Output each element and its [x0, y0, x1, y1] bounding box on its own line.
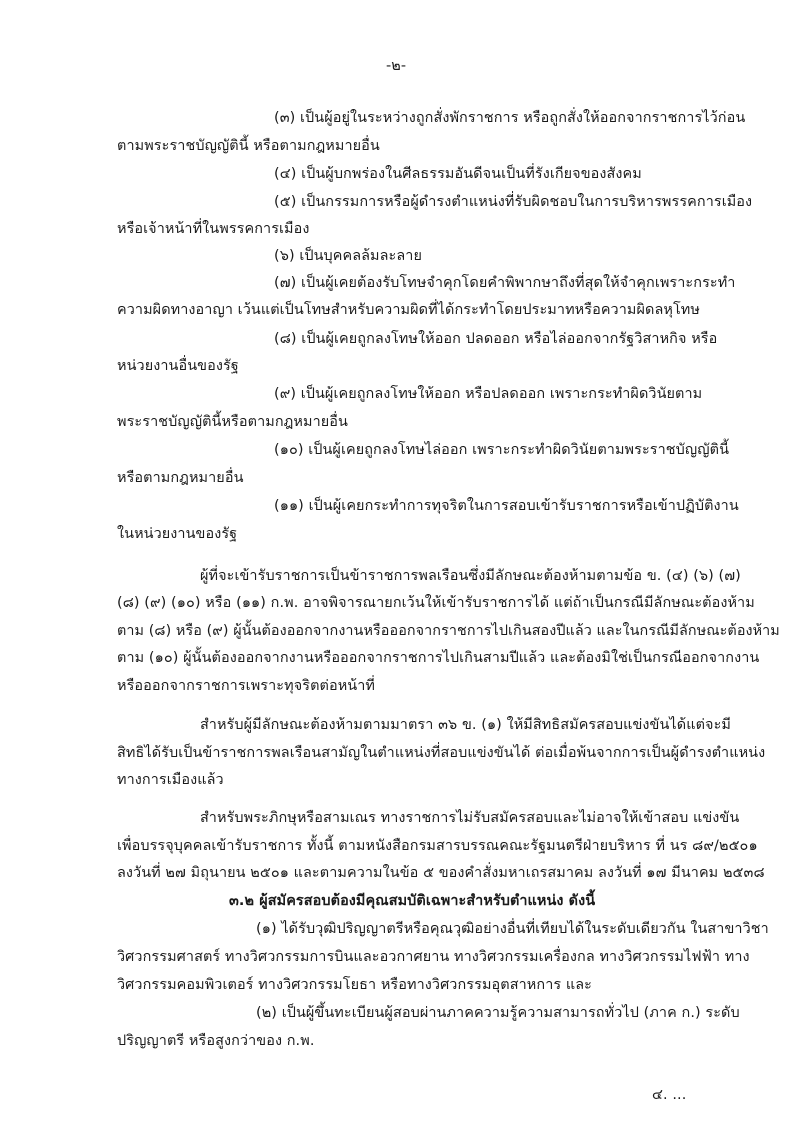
text-line: ความผิดทางอาญา เว้นแต่เป็นโทษสำหรับความผิดที่ได้กระทำโดยประมาทหรือความผิดลหุโทษ [117, 302, 700, 318]
text-line: วิศวกรรมศาสตร์ ทางวิศวกรรมการบินและอวกาศยาน ทางวิศวกรรมเครื่องกล ทางวิศวกรรมไฟฟ้า ทาง [117, 949, 750, 965]
text-line: สำหรับผู้มีลักษณะต้องห้ามตามมาตรา ๓๖ ข. (๑) ให้มีสิทธิสมัครสอบแข่งขันได้แต่จะมี [200, 717, 731, 733]
text-line: (๑๐) เป็นผู้เคยถูกลงโทษไล่ออก เพราะกระทำผิดวินัยตามพระราชบัญญัตินี้ [274, 442, 730, 458]
text-line: หรือออกจากราชการเพราะทุจริตต่อหน้าที่ [117, 678, 375, 694]
text-line: หรือตามกฎหมายอื่น [117, 470, 244, 486]
text-line: ปริญญาตรี หรือสูงกว่าของ ก.พ. [117, 1033, 315, 1049]
text-line: ทางการเมืองแล้ว [117, 772, 224, 788]
text-line: (๓) เป็นผู้อยู่ในระหว่างถูกสั่งพักราชการ หรือถูกสั่งให้ออกจากราชการไว้ก่อน [274, 110, 746, 126]
text-line: ตาม (๘) หรือ (๙) ผู้นั้นต้องออกจากงานหรือออกจากราชการไปเกินสองปีแล้ว และในกรณีมีลักษณะต้องห้าม [117, 623, 780, 639]
text-line: เพื่อบรรจุบุคคลเข้ารับราชการ ทั้งนี้ ตามหนังสือกรมสารบรรณคณะรัฐมนตรีฝ่ายบริหาร ที่ นร ๘๙/๒๕๐๑ [117, 838, 758, 854]
text-line: สำหรับพระภิกษุหรือสามเณร ทางราชการไม่รับสมัครสอบและไม่อาจให้เข้าสอบ แข่งขัน [200, 810, 740, 826]
text-line: หรือเจ้าหน้าที่ในพรรคการเมือง [117, 221, 310, 237]
text-line: วิศวกรรมคอมพิวเตอร์ ทางวิศวกรรมโยธา หรือทางวิศวกรรมอุตสาหการ และ [117, 977, 592, 993]
text-line: (๑๑) เป็นผู้เคยกระทำการทุจริตในการสอบเข้ารับราชการหรือเข้าปฏิบัติงาน [274, 498, 739, 514]
text-line: (๑) ได้รับวุฒิปริญญาตรีหรือคุณวุฒิอย่างอื่นที่เทียบได้ในระดับเดียวกัน ในสาขาวิชา [256, 921, 769, 937]
text-line: (๖) เป็นบุคคลล้มละลาย [274, 248, 423, 264]
text-line: ตามพระราชบัญญัตินี้ หรือตามกฎหมายอื่น [117, 138, 380, 154]
continuation-marker: ๔. ... [652, 1087, 687, 1103]
section-heading: ๓.๒ ผู้สมัครสอบต้องมีคุณสมบัติเฉพาะสำหรับตำแหน่ง ดังนี้ [229, 893, 596, 909]
page-number: -๒- [386, 58, 407, 74]
text-line: (๒) เป็นผู้ขึ้นทะเบียนผู้สอบผ่านภาคความรู้ความสามารถทั่วไป (ภาค ก.) ระดับ [256, 1005, 740, 1021]
text-line: (๔) เป็นผู้บกพร่องในศีลธรรมอันดีจนเป็นที่รังเกียจของสังคม [274, 166, 642, 182]
text-line: (๘) (๙) (๑๐) หรือ (๑๑) ก.พ. อาจพิจารณายกเว้นให้เข้ารับราชการได้ แต่ถ้าเป็นกรณีมีลักษณะต้องห้าม [117, 595, 755, 611]
text-line: (๕) เป็นกรรมการหรือผู้ดำรงตำแหน่งที่รับผิดชอบในการบริหารพรรคการเมือง [274, 194, 753, 210]
text-line: หน่วยงานอื่นของรัฐ [117, 358, 239, 374]
text-line: ตาม (๑๐) ผู้นั้นต้องออกจากงานหรือออกจากราชการไปเกินสามปีแล้ว และต้องมิใช่เป็นกรณีออกจากงาน [117, 650, 760, 666]
text-line: ลงวันที่ ๒๗ มิถุนายน ๒๕๐๑ และตามความในข้อ ๕ ของคำสั่งมหาเถรสมาคม ลงวันที่ ๑๗ มีนาคม ๒๕๓๘ [117, 865, 765, 881]
text-line: ผู้ที่จะเข้ารับราชการเป็นข้าราชการพลเรือนซึ่งมีลักษณะต้องห้ามตามข้อ ข. (๔) (๖) (๗) [200, 568, 741, 584]
text-line: (๗) เป็นผู้เคยต้องรับโทษจำคุกโดยคำพิพากษาถึงที่สุดให้จำคุกเพราะกระทำ [274, 275, 736, 291]
text-line: (๙) เป็นผู้เคยถูกลงโทษให้ออก หรือปลดออก เพราะกระทำผิดวินัยตาม [274, 386, 703, 402]
text-line: ในหน่วยงานของรัฐ [117, 526, 238, 542]
text-line: พระราชบัญญัตินี้หรือตามกฎหมายอื่น [117, 414, 348, 430]
text-line: (๘) เป็นผู้เคยถูกลงโทษให้ออก ปลดออก หรือไล่ออกจากรัฐวิสาหกิจ หรือ [274, 331, 718, 347]
text-line: สิทธิได้รับเป็นข้าราชการพลเรือนสามัญในตำแหน่งที่สอบแข่งขันได้ ต่อเมื่อพ้นจากการเป็นผู้ดำรงตำแหน่ง [117, 745, 766, 761]
